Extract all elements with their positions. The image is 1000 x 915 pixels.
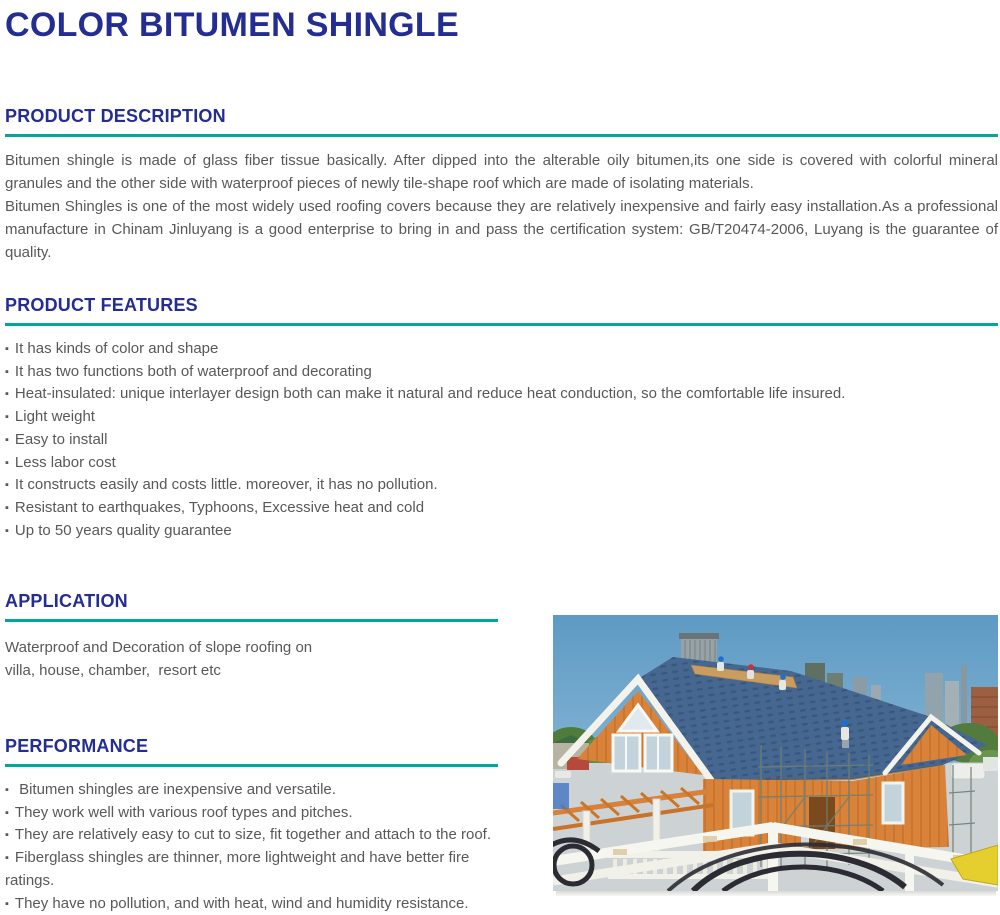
section-application: [5, 591, 498, 682]
list-item: [5, 497, 998, 520]
performance-text: Bitumen shingles are inexpensive and versatile.: [14, 781, 336, 798]
list-item: [5, 383, 998, 406]
list-item: [5, 452, 998, 475]
section-divider: [5, 619, 498, 622]
list-item: [5, 802, 498, 825]
performance-text: They have no pollution, and with heat, wind and humidity resistance.: [14, 894, 469, 912]
list-item: [5, 474, 998, 497]
bullet-icon: ▪: [5, 479, 9, 492]
description-paragraph: Bitumen Shingles is one of the most widely used roofing covers because they are relatively inexpensive and fairly easy installation.As a professional manufacture in Chinam Jinluyang is a good enterprise to bring in and pass the certification system: GB/T20474-2006, Luyang is the guarantee of quality.: [5, 198, 998, 261]
performance-text: They work well with various roof types and pitches.: [14, 803, 353, 821]
feature-text: It has kinds of color and shape: [14, 340, 219, 357]
bullet-icon: ▪: [5, 456, 9, 469]
bullet-icon: ▪: [5, 343, 9, 355]
list-item: [5, 406, 998, 429]
list-item: [5, 824, 498, 847]
section-divider: [5, 323, 998, 326]
bullet-icon: ▪: [5, 897, 9, 910]
section-divider: [5, 764, 498, 767]
features-list: [5, 338, 998, 542]
description-paragraph: Bitumen shingle is made of glass fiber tissue basically. After dipped into the alterable oily bitumen,its one side is covered with colorful mineral granules and the other side with waterproof pieces of newly tile-shape roof which are made of isolating materials.: [5, 152, 998, 192]
list-item: [5, 893, 498, 915]
section-performance: [5, 736, 498, 915]
bullet-icon: ▪: [5, 524, 9, 537]
photo-shadow: [556, 891, 996, 896]
section-heading: PERFORMANCE: [5, 736, 149, 756]
page-title: COLOR BITUMEN SHINGLE: [5, 6, 459, 44]
feature-text: It constructs easily and costs little. moreover, it has no pollution.: [14, 476, 438, 494]
section-heading: APPLICATION: [5, 591, 128, 611]
feature-text: Less labor cost: [14, 453, 116, 471]
list-item: [5, 338, 998, 361]
section-heading: PRODUCT FEATURES: [5, 295, 198, 315]
application-text: villa, house, chamber, resort etc: [5, 662, 221, 679]
performance-text: They are relatively easy to cut to size, fit together and attach to the roof.: [14, 826, 491, 844]
section-product-description: [5, 106, 998, 264]
roof-installation-photo: [553, 615, 998, 891]
bullet-icon: ▪: [5, 852, 9, 865]
feature-text: Easy to install: [14, 430, 108, 448]
section-divider: [5, 134, 998, 137]
feature-text: Heat-insulated: unique interlayer design both can make it natural and reduce heat conduction, so the comfortable life insured.: [14, 385, 846, 403]
list-item: [5, 520, 998, 543]
bullet-icon: ▪: [5, 388, 9, 401]
bullet-icon: ▪: [5, 365, 9, 378]
bullet-icon: ▪: [5, 433, 9, 446]
list-item: [5, 847, 498, 892]
list-item: [5, 779, 498, 802]
section-heading: PRODUCT DESCRIPTION: [5, 106, 226, 126]
performance-text: Fiberglass shingles are thinner, more lightweight and have better fire ratings.: [5, 849, 474, 889]
bullet-icon: ▪: [5, 411, 9, 424]
bullet-icon: ▪: [5, 784, 9, 796]
feature-text: It has two functions both of waterproof and decorating: [14, 362, 372, 380]
list-item: [5, 429, 998, 452]
performance-list: [5, 779, 498, 915]
feature-text: Up to 50 years quality guarantee: [14, 521, 232, 539]
feature-text: Resistant to earthquakes, Typhoons, Excessive heat and cold: [14, 498, 425, 516]
bullet-icon: ▪: [5, 829, 9, 842]
bullet-icon: ▪: [5, 501, 9, 514]
feature-text: Light weight: [14, 408, 95, 426]
section-product-features: [5, 295, 998, 542]
bullet-icon: ▪: [5, 806, 9, 819]
application-text: Waterproof and Decoration of slope roofing on: [5, 639, 313, 656]
list-item: [5, 361, 998, 384]
